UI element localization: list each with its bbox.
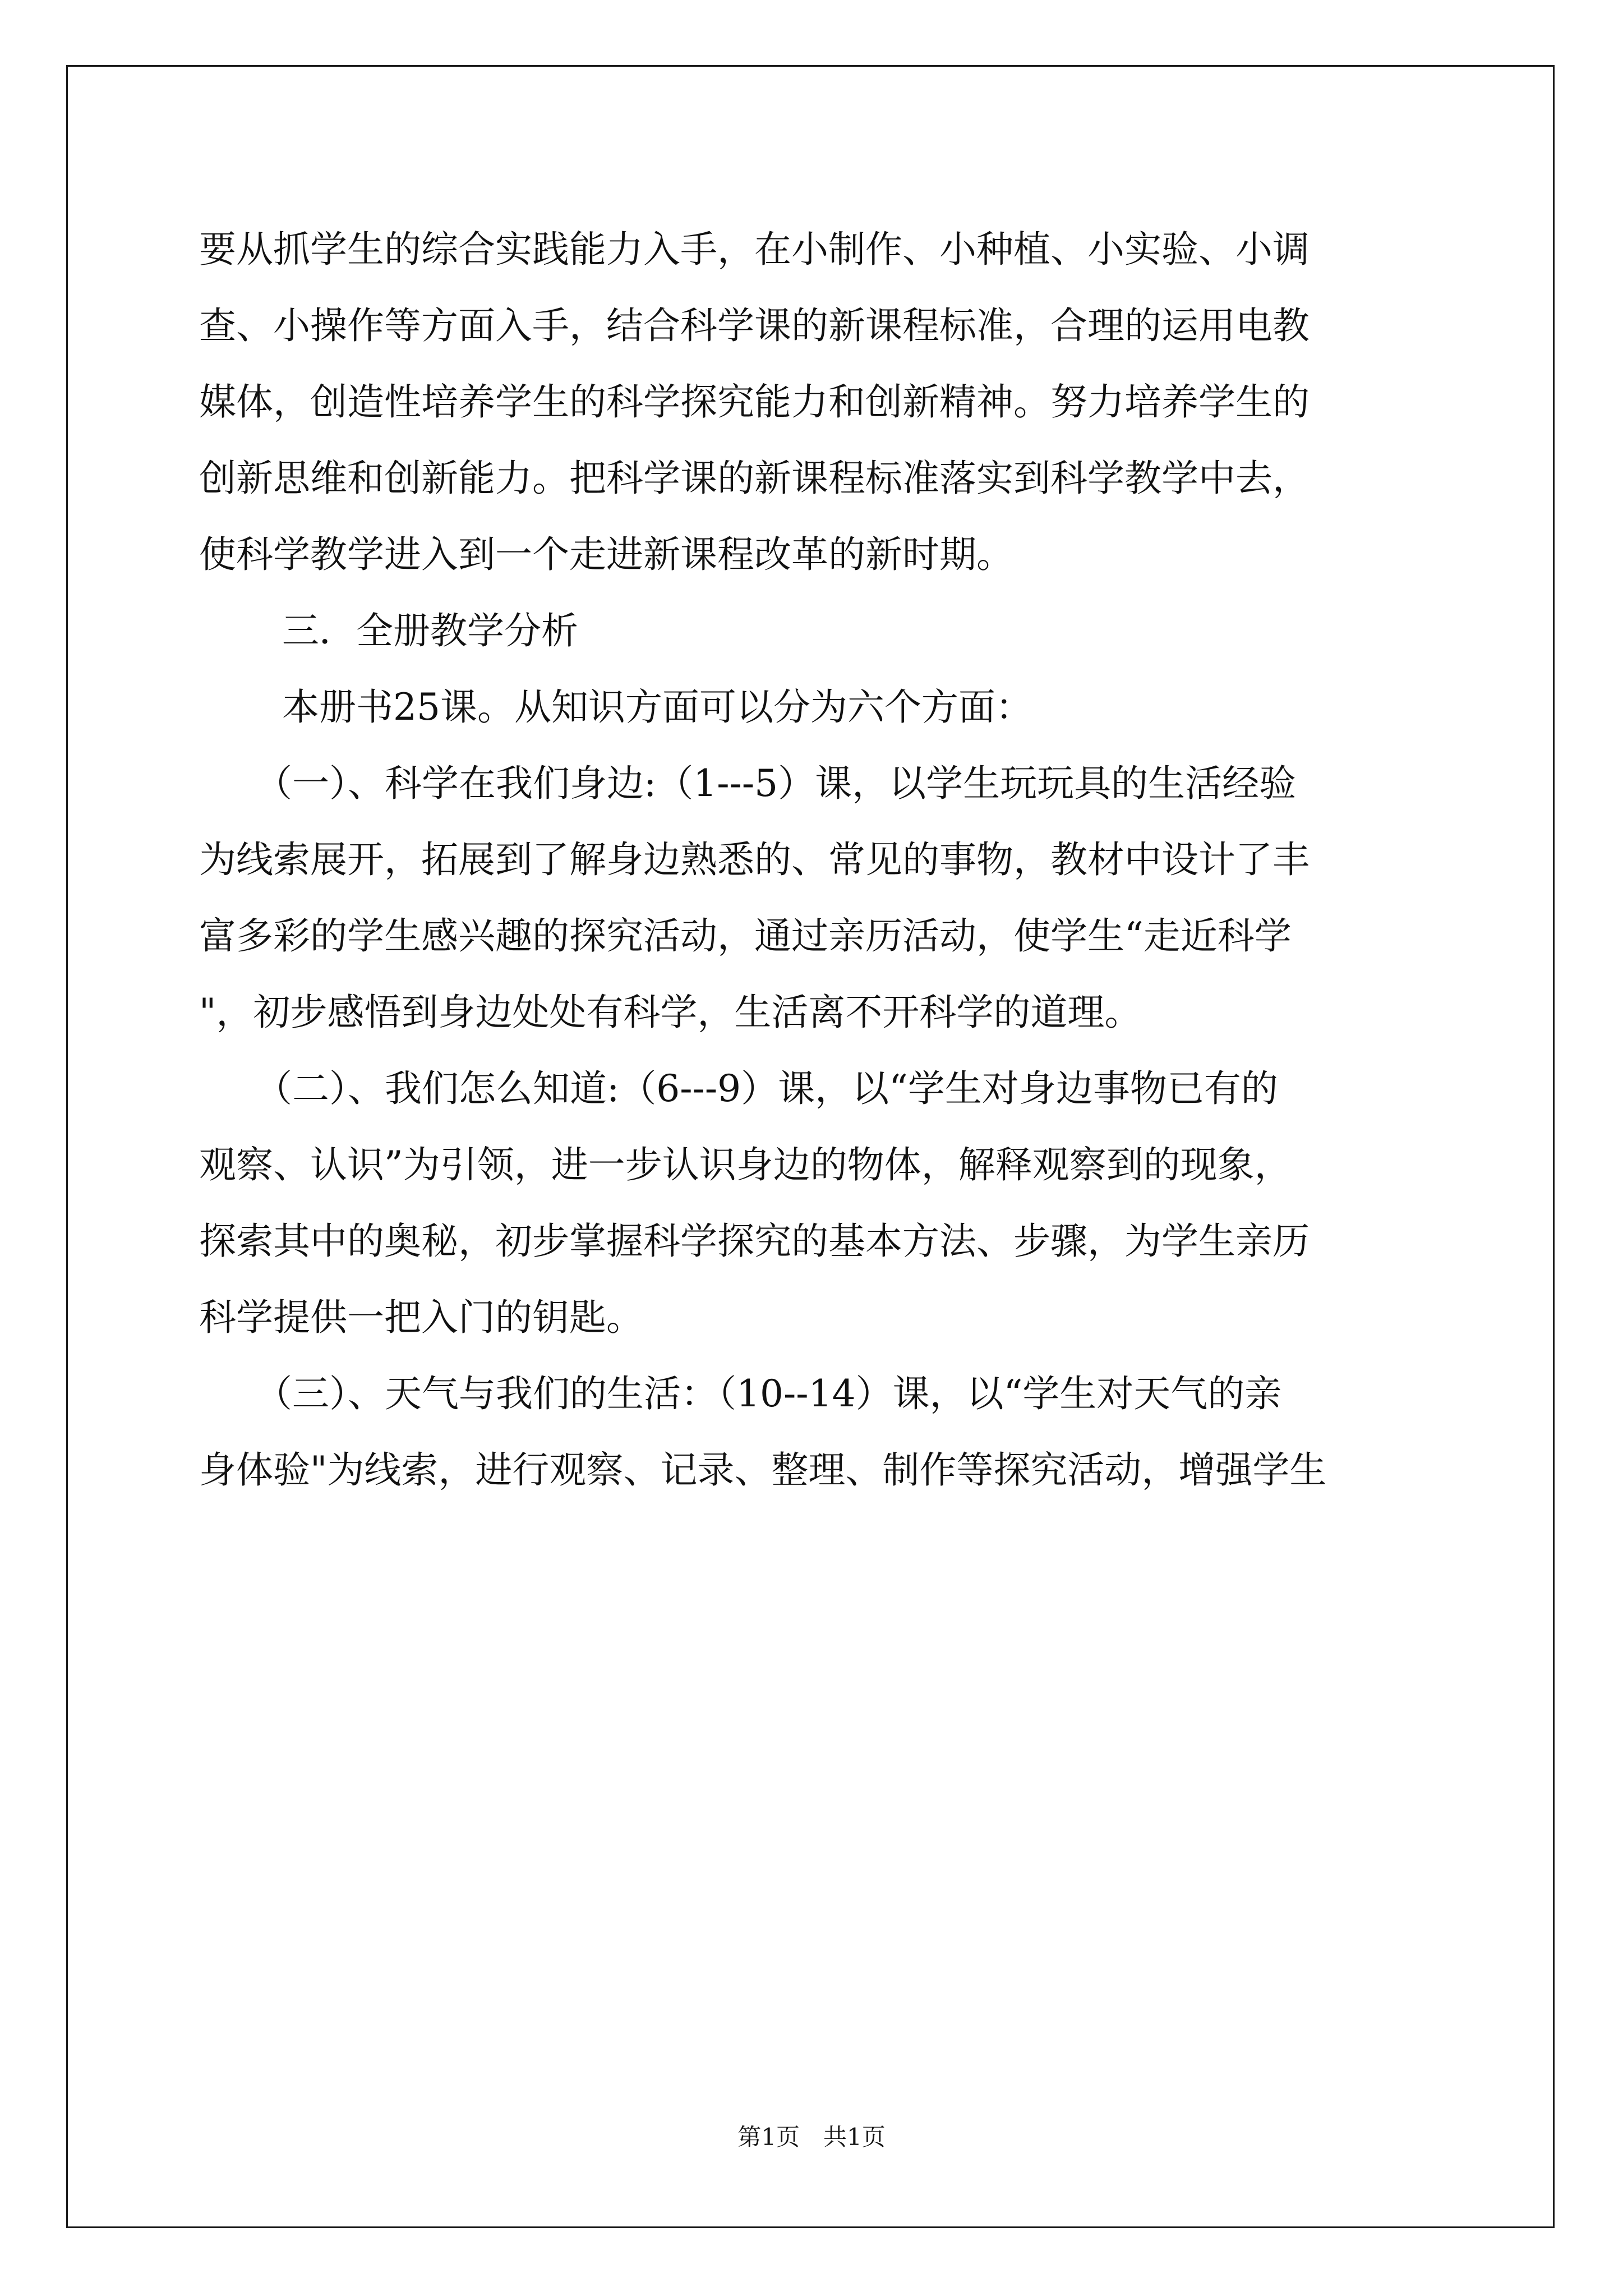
text-line: 要从抓学生的综合实践能力入手，在小制作、小种植、小实验、小调	[199, 228, 1310, 271]
text-line: 探索其中的奥秘，初步掌握科学探究的基本方法、步骤，为学生亲历	[199, 1220, 1310, 1263]
text-line: 观察、认识”为引领，进一步认识身边的物体，解释观察到的现象，	[199, 1143, 1292, 1186]
page-number-label: 第1页 共1页	[737, 2123, 886, 2151]
text-line: 媒体，创造性培养学生的科学探究能力和创新精神。努力培养学生的	[199, 380, 1310, 424]
page-footer	[0, 2120, 1623, 2154]
text-line: （三）、天气与我们的生活：（10--14）课，以“学生对天气的亲	[255, 1372, 1282, 1415]
text-line: 身体验"为线索，进行观察、记录、整理、制作等探究活动，增强学生	[199, 1448, 1327, 1492]
text-line: 查、小操作等方面入手，结合科学课的新课程标准，合理的运用电教	[199, 304, 1310, 347]
text-line: 富多彩的学生感兴趣的探究活动，通过亲历活动，使学生“走近科学	[199, 914, 1292, 958]
text-line: （一）、科学在我们身边:（1---5）课，以学生玩玩具的生活经验	[255, 762, 1297, 805]
text-line: 本册书25课。从知识方面可以分为六个方面：	[282, 685, 1032, 729]
section-heading: 三．全册教学分析	[282, 609, 578, 652]
text-line: 为线索展开，拓展到了解身边熟悉的、常见的事物，教材中设计了丰	[199, 838, 1310, 881]
text-line: "，初步感悟到身边处处有科学，生活离不开科学的道理。	[199, 991, 1142, 1034]
text-line: 使科学教学进入到一个走进新课程改革的新时期。	[199, 533, 1013, 576]
text-line: 科学提供一把入门的钥匙。	[199, 1296, 643, 1339]
text-line: （二）、我们怎么知道:（6---9）课，以“学生对身边事物已有的	[255, 1067, 1278, 1110]
text-line: 创新思维和创新能力。把科学课的新课程标准落实到科学教学中去，	[199, 457, 1310, 500]
